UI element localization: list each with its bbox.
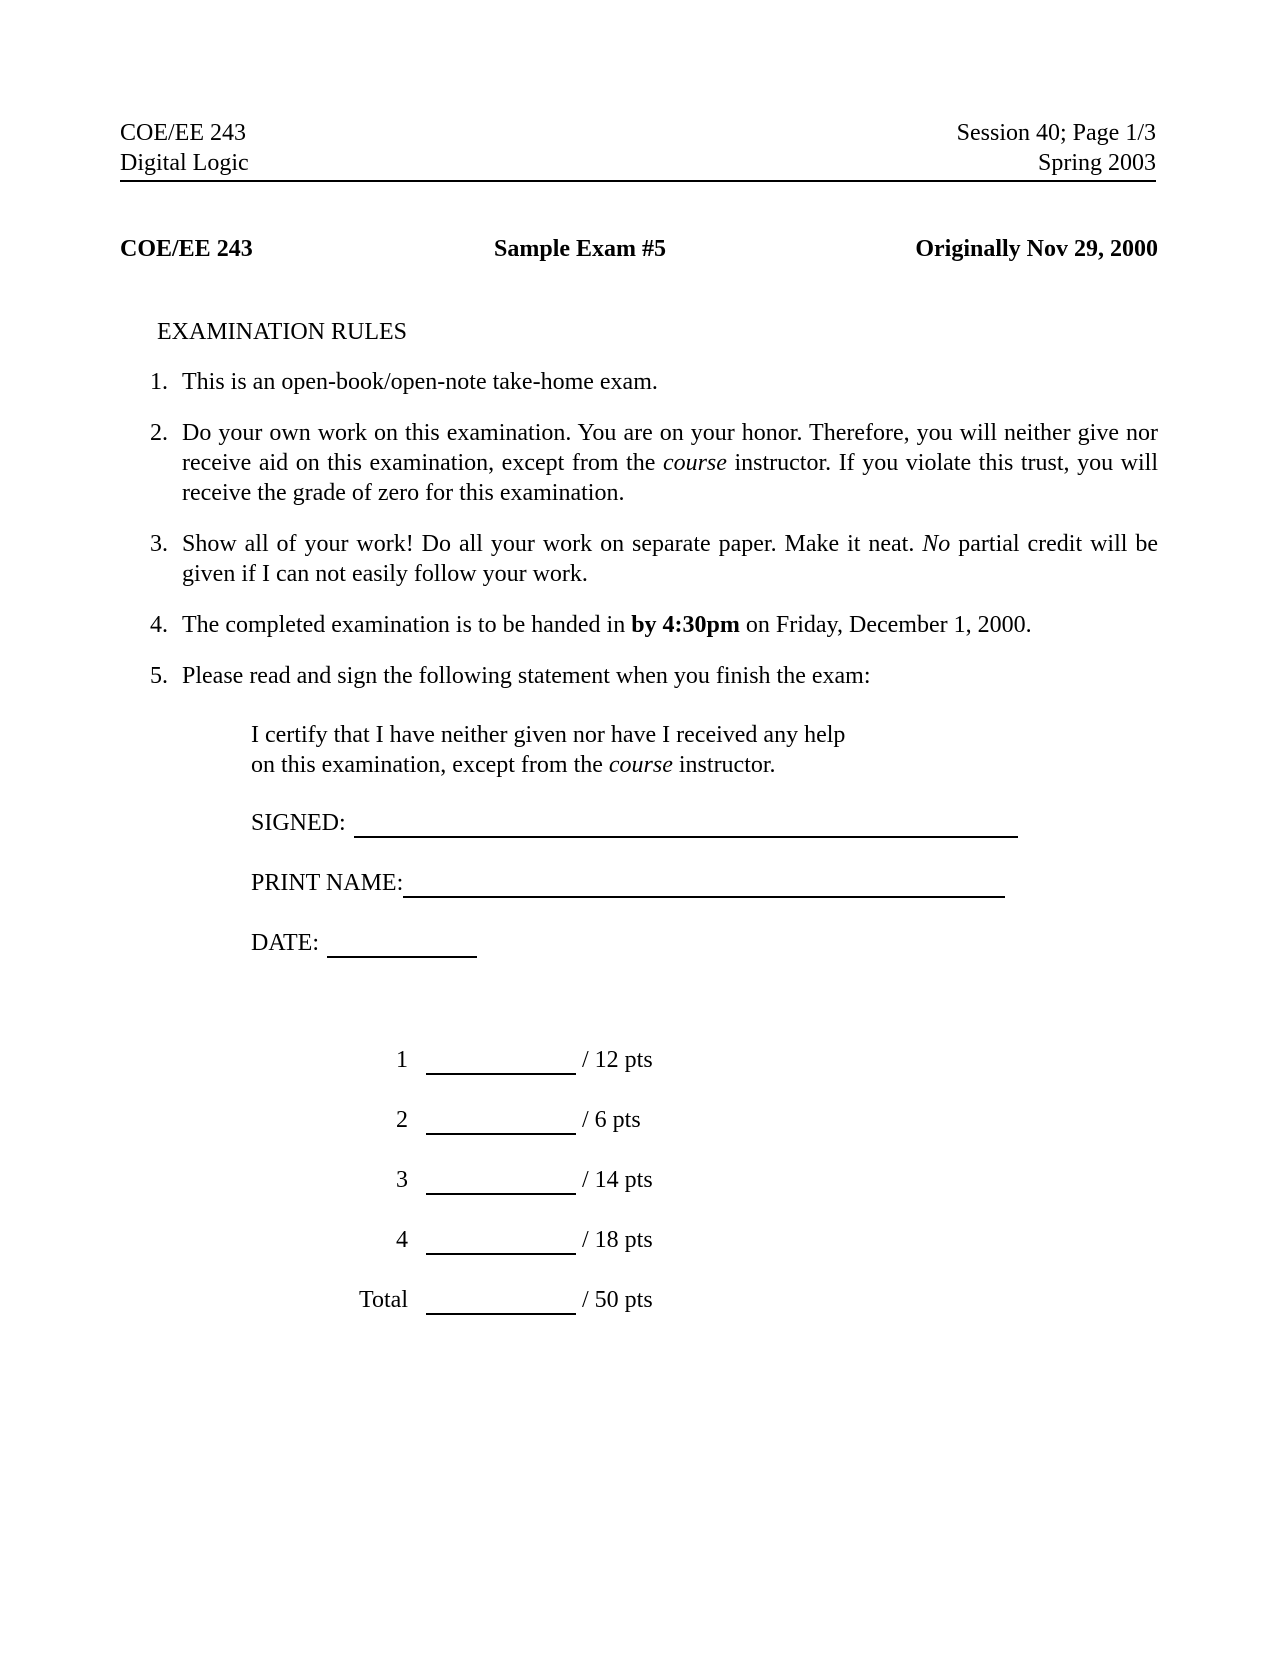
term: Spring 2003 — [1037, 150, 1156, 176]
rule-item — [150, 610, 1158, 640]
rule-item — [150, 661, 1158, 691]
title-course: COE/EE 243 — [120, 236, 253, 262]
rule-text — [182, 529, 1158, 589]
signed-label: SIGNED: — [251, 810, 346, 836]
score-row-total — [300, 1285, 653, 1315]
date-field — [251, 928, 477, 958]
score-row — [300, 1105, 641, 1135]
signed-line[interactable] — [354, 810, 1018, 838]
score-row — [300, 1165, 653, 1195]
rule-item — [150, 367, 1158, 397]
rule-text-part: instructor. If you violate this trust, you will receive the grade of zero for this examination. — [182, 450, 1158, 506]
rule-text: Please read and sign the following statement when you finish the exam: — [182, 663, 871, 689]
rule-text-part: Do your own work on this examination. You are on your honor. Therefore, you will neither give nor receive aid on this examination, except from the — [182, 420, 1158, 476]
score-points: / 6 pts — [582, 1107, 641, 1133]
score-label: Total — [359, 1287, 408, 1313]
certification-line: I certify that I have neither given nor have I received any help — [251, 722, 846, 748]
signed-field — [251, 808, 1018, 838]
score-label: 1 — [396, 1047, 408, 1073]
rule-number: 1. — [150, 369, 168, 395]
rule-item — [150, 418, 1158, 508]
score-points: / 50 pts — [582, 1287, 653, 1313]
rules-list — [150, 367, 1158, 712]
score-blank[interactable] — [426, 1167, 576, 1195]
rule-text — [182, 610, 1158, 640]
score-label: 4 — [396, 1227, 408, 1253]
rule-text-part: on Friday, December 1, 2000. — [739, 612, 1032, 638]
score-points: / 14 pts — [582, 1167, 653, 1193]
rule-number: 3. — [150, 531, 168, 557]
rule-text-part: Show all of your work! Do all your work on separate paper. Make it neat. — [182, 531, 923, 557]
score-blank[interactable] — [426, 1107, 576, 1135]
exam-title: Sample Exam #5 — [494, 236, 667, 262]
certification-statement — [251, 720, 845, 780]
rule-text-part: partial credit will be given if I can not easily follow your work. — [182, 531, 1159, 587]
rule-number: 4. — [150, 612, 168, 638]
print-name-field — [251, 868, 1005, 898]
score-points: / 12 pts — [582, 1047, 653, 1073]
print-name-label: PRINT NAME: — [251, 870, 404, 896]
certification-part: instructor. — [672, 752, 776, 778]
rule-item — [150, 529, 1158, 589]
score-label: 3 — [396, 1167, 408, 1193]
print-name-line[interactable] — [403, 870, 1005, 898]
rule-text: This is an open-book/open-note take-home exam. — [182, 369, 658, 395]
exam-title-row — [120, 234, 1158, 264]
score-blank[interactable] — [426, 1287, 576, 1315]
rules-heading: EXAMINATION RULES — [157, 319, 407, 345]
rule-text-emphasis: No — [922, 531, 951, 557]
score-label: 2 — [396, 1107, 408, 1133]
rule-text-emphasis: course — [662, 450, 727, 476]
rule-number: 2. — [150, 420, 168, 446]
rule-text-part: The completed examination is to be handed in — [182, 612, 632, 638]
score-row — [300, 1225, 653, 1255]
course-code: COE/EE 243 — [120, 120, 246, 146]
rule-number: 5. — [150, 663, 168, 689]
running-header — [120, 118, 1156, 182]
original-date: Originally Nov 29, 2000 — [915, 236, 1158, 262]
score-blank[interactable] — [426, 1227, 576, 1255]
date-label: DATE: — [251, 930, 319, 956]
certification-line — [251, 750, 845, 780]
score-points: / 18 pts — [582, 1227, 653, 1253]
certification-part: on this examination, except from the — [251, 752, 609, 778]
score-blank[interactable] — [426, 1047, 576, 1075]
running-header-left — [120, 118, 249, 178]
date-line[interactable] — [327, 930, 477, 958]
rule-text — [182, 418, 1158, 508]
session-page: Session 40; Page 1/3 — [956, 120, 1156, 146]
running-header-right — [957, 118, 1156, 178]
certification-emphasis: course — [608, 752, 673, 778]
score-row — [300, 1045, 653, 1075]
rule-text-bold: by 4:30pm — [631, 612, 740, 638]
course-name: Digital Logic — [120, 150, 249, 176]
